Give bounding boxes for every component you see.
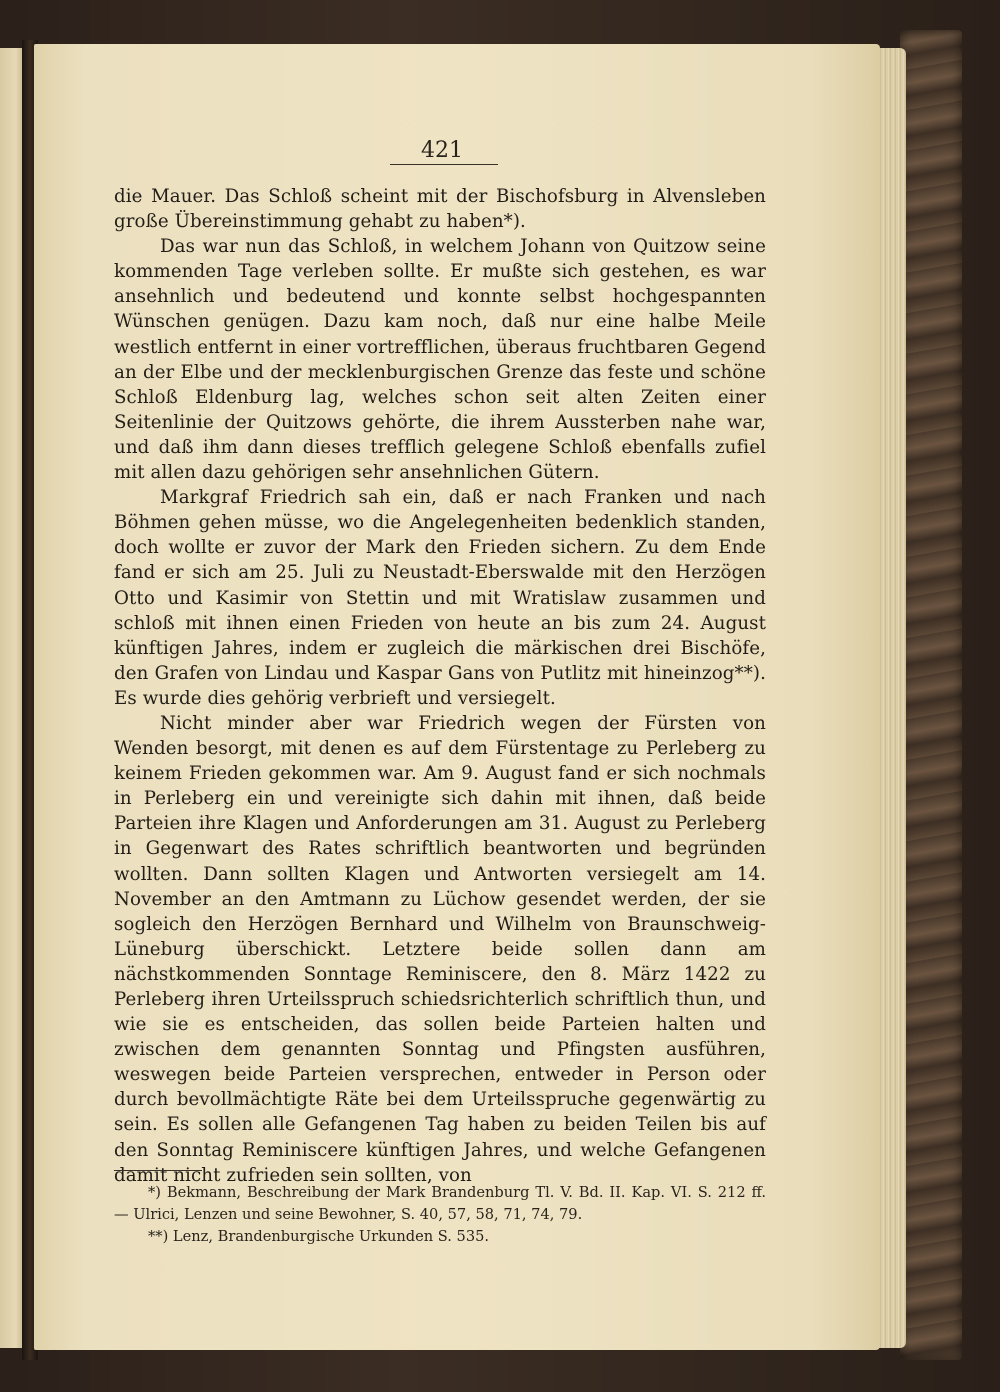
page-number-rule — [390, 164, 498, 165]
book-cover-edge — [900, 30, 962, 1360]
footnote-1: *) Bekmann, Beschreibung der Mark Brandenburg Tl. V. Bd. II. Kap. VI. S. 212 ff. — Ulrici, Lenzen und seine Bewohner, S. 40, 57, 58, 71, 74, 79. — [114, 1184, 766, 1223]
paragraph-continuation: die Mauer. Das Schloß scheint mit der Bischofsburg in Alvensleben große Übereinstimmung gehabt zu haben*). — [114, 186, 766, 233]
paragraph-schloss: Das war nun das Schloß, in welchem Johann von Quitzow seine kommenden Tage verleben sollte. Er mußte sich gestehen, es war ansehnlich und bedeutend und konnte selbst hochgespannten Wünschen genügen. Dazu kam noch, daß nur eine halbe Meile westlich entfernt in einer vortrefflichen, überaus fruchtbaren Gegend an der Elbe und der mecklenburgischen Grenze das feste und schöne Schloß Eldenburg lag, welches schon seit alten Zeiten einer Seitenlinie der Quitzows gehörte, die ihrem Aussterben nahe war, und daß ihm dann dieses trefflich gelegene Schloß ebenfalls zufiel mit allen dazu gehörigen sehr ansehnlichen Gütern. — [114, 236, 766, 484]
paragraph-markgraf: Markgraf Friedrich sah ein, daß er nach Franken und nach Böhmen gehen müsse, wo die Angelegenheiten bedenklich standen, doch wollte er zuvor der Mark den Frieden sichern. Zu dem Ende fand er sich am 25. Juli zu Neustadt-Eberswalde mit den Herzögen Otto und Kasimir von Stettin und mit Wratislaw zusammen und schloß mit ihnen einen Frieden von heute an bis zum 24. August künftigen Jahres, indem er zugleich die märkischen drei Bischöfe, den Grafen von Lindau und Kaspar Gans von Putlitz mit hineinzog**). Es wurde dies gehörig verbrieft und versiegelt. — [114, 487, 766, 709]
footnotes — [114, 1182, 766, 1248]
paragraph-wenden: Nicht minder aber war Friedrich wegen der Fürsten von Wenden besorgt, mit denen es auf dem Fürstentage zu Perleberg zu keinem Frieden gekommen war. Am 9. August fand er sich nochmals in Perleberg ein und vereinigte sich dahin mit ihnen, daß beide Parteien ihre Klagen und Anforderungen am 31. August zu Perleberg in Gegenwart des Rates schriftlich beantworten und begründen wollten. Dann sollten Klagen und Antworten versiegelt am 14. November an den Amtmann zu Lüchow gesendet werden, der sie sogleich den Herzögen Bernhard und Wilhelm von Braunschweig-Lüneburg überschickt. Letztere beide sollen dann am nächstkommenden Sonntage Reminiscere, den 8. März 1422 zu Perleberg ihren Urteilsspruch schiedsrichterlich schriftlich thun, und wie sie es entscheiden, das sollen beide Parteien halten und zwischen dem genannten Sonntag und Pfingsten ausführen, weswegen beide Parteien versprechen, entweder in Person oder durch bevollmächtigte Räte bei dem Urteilsspruche gegenwärtig zu sein. Es sollen alle Gefangenen Tag haben zu beiden Teilen bis auf den Sonntag Reminiscere künftigen Jahres, und welche Gefangenen damit nicht zufrieden sein sollten, von — [114, 712, 766, 1186]
page-number: 421 — [421, 138, 463, 163]
body-text — [114, 184, 766, 1188]
footnote-rule — [114, 1170, 202, 1171]
footnote-2: **) Lenz, Brandenburgische Urkunden S. 535. — [148, 1228, 490, 1245]
